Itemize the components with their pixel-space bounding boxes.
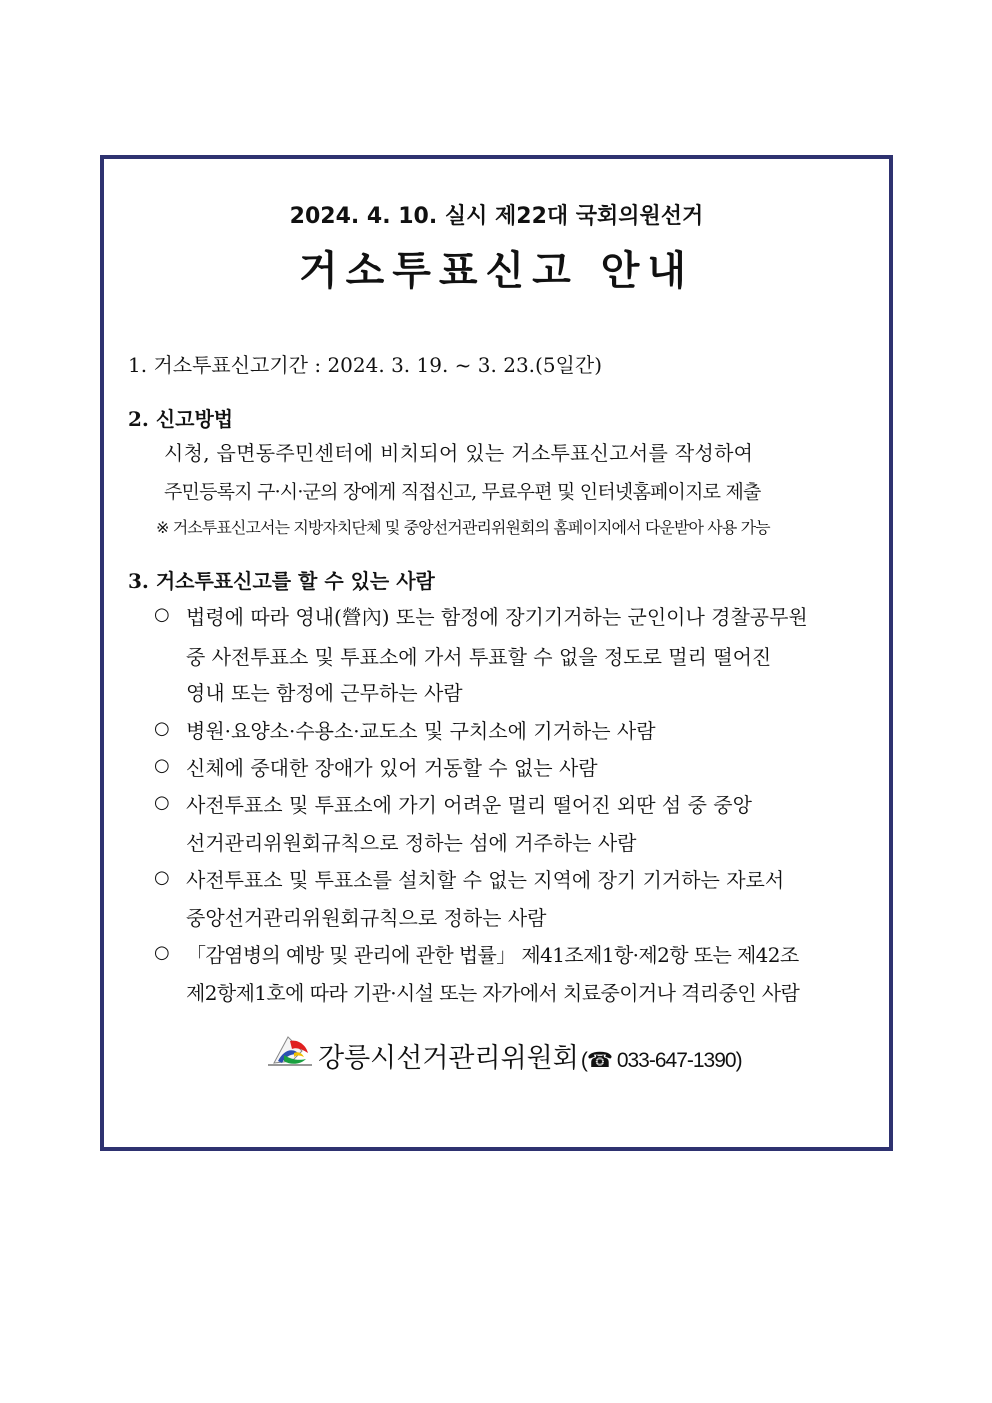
organization-name: 강릉시선거관리위원회 (318, 1043, 579, 1074)
item5-line1: 사전투표소 및 투표소를 설치할 수 없는 지역에 장기 기거하는 자로서 (186, 868, 785, 892)
bullet-circle: ○ (154, 792, 170, 813)
notice-title: 거소투표신고 안내 (298, 248, 695, 294)
item1-line3: 영내 또는 함정에 근무하는 사람 (186, 681, 463, 705)
bullet-circle: ○ (154, 755, 170, 776)
item5-line2: 중앙선거관리위원회규칙으로 정하는 사람 (186, 906, 547, 930)
notice-frame (100, 155, 893, 1151)
item4-line2: 선거관리위원회규칙으로 정하는 섬에 거주하는 사람 (186, 831, 637, 855)
item1-line1: 법령에 따라 영내(營內) 또는 함정에 장기기거하는 군인이나 경찰공무원 (186, 605, 808, 629)
item4-line1: 사전투표소 및 투표소에 가기 어려운 멀리 떨어진 외딴 섬 중 중앙 (186, 793, 752, 817)
section2-note: ※ 거소투표신고서는 지방자치단체 및 중앙선거관리위원회의 홈페이지에서 다운받아 사용 가능 (156, 518, 770, 537)
item1-line2: 중 사전투표소 및 투표소에 가서 투표할 수 없을 정도로 멀리 떨어진 (186, 645, 772, 669)
item2-line1: 병원·요양소·수용소·교도소 및 구치소에 기거하는 사람 (186, 719, 656, 743)
bullet-circle: ○ (154, 718, 170, 739)
footer-contact (264, 1031, 742, 1075)
section2-line1: 시청, 읍면동주민센터에 비치되어 있는 거소투표신고서를 작성하여 (164, 441, 754, 465)
section2-line2: 주민등록지 구·시·군의 장에게 직접신고, 무료우편 및 인터넷홈페이지로 제출 (164, 481, 761, 503)
bullet-circle: ○ (154, 942, 170, 963)
section2-heading: 2. 신고방법 (128, 407, 234, 431)
section3-heading: 3. 거소투표신고를 할 수 있는 사람 (128, 569, 435, 593)
item6-line2: 제2항제1호에 따라 기관·시설 또는 자가에서 치료중이거나 격리중인 사람 (186, 981, 800, 1005)
phone-number: (☎ 033-647-1390) (580, 1049, 742, 1072)
election-commission-logo-icon (264, 1031, 316, 1075)
item3-line1: 신체에 중대한 장애가 있어 거동할 수 없는 사람 (186, 756, 598, 780)
item6-line1: 「감염병의 예방 및 관리에 관한 법률」 제41조제1항·제2항 또는 제42조 (186, 943, 799, 967)
bullet-circle: ○ (154, 867, 170, 888)
bullet-circle: ○ (154, 604, 170, 625)
election-subtitle: 2024. 4. 10. 실시 제22대 국회의원선거 (289, 204, 704, 229)
section1-period: 1. 거소투표신고기간 : 2024. 3. 19. ~ 3. 23.(5일간) (128, 353, 603, 377)
